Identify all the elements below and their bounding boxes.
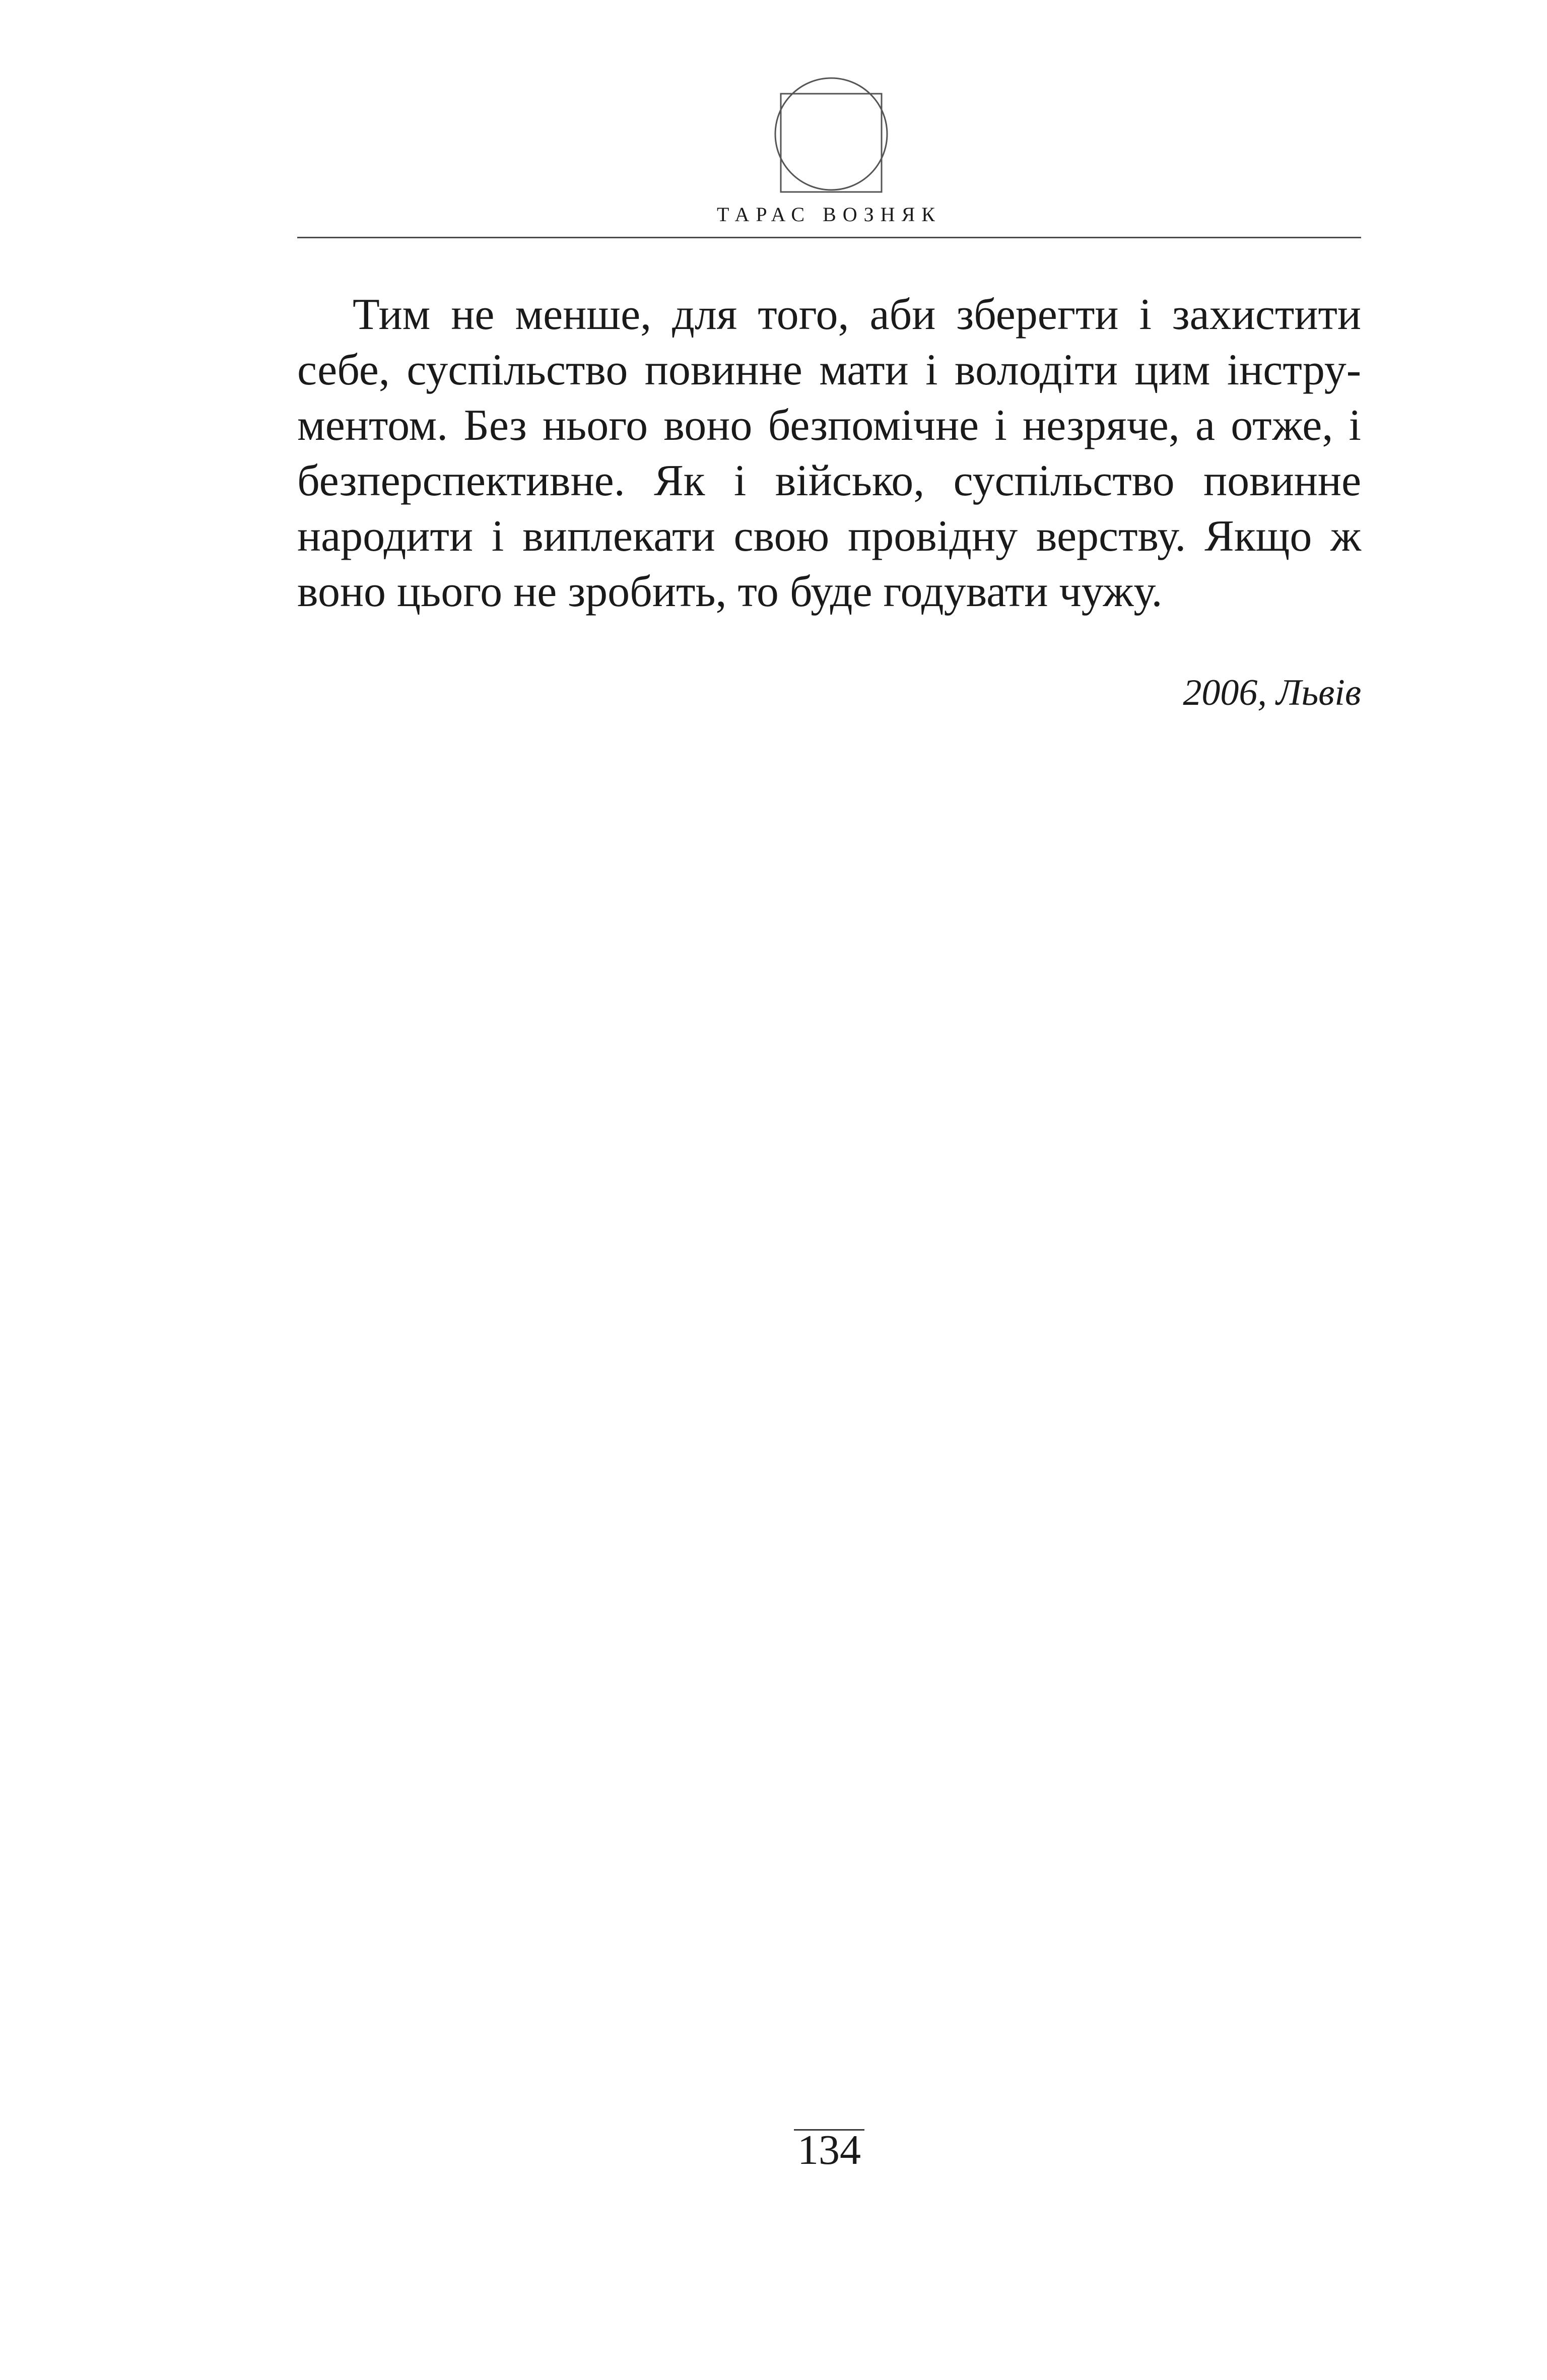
running-head-author: ТАРАС ВОЗНЯК [717, 203, 941, 226]
page-number: 134 [797, 2127, 861, 2173]
circle-square-emblem-icon [771, 74, 892, 194]
date-place-signoff: 2006, Львів [1183, 672, 1361, 713]
body-paragraph: Тим не менше, для того, аби зберегти і захистити себе, суспільство повинне мати і володіти цим інструментом. Без нього воно безпомічне і незряче, а отже, і безперспективне. Як і військо, суспільство повинне народити і виплекати свою провідну верству. Якщо ж воно цього не зробить, то буде годувати чужу. [297, 290, 1361, 616]
header-divider [297, 237, 1361, 238]
